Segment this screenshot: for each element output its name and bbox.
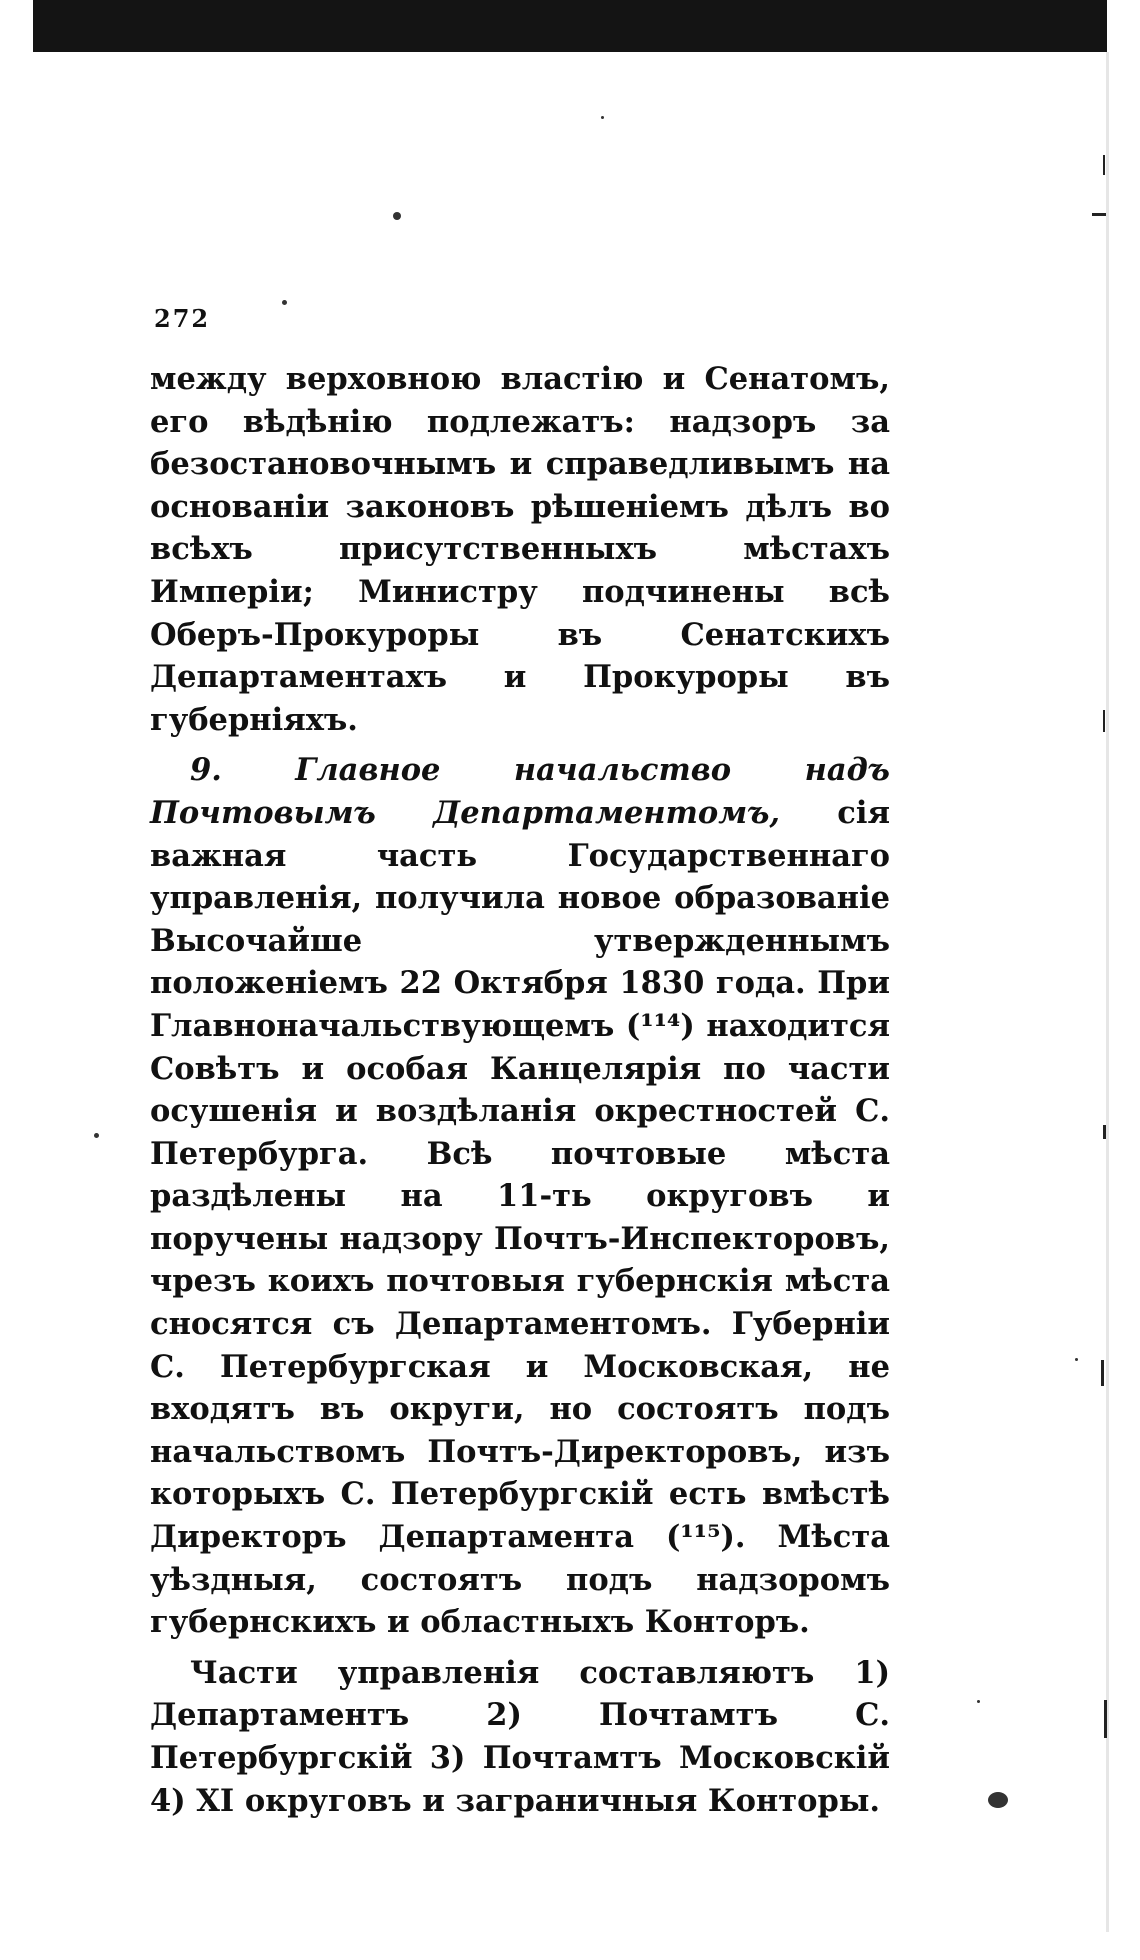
ink-speck xyxy=(988,1792,1008,1808)
scan-edge-mark xyxy=(1092,213,1106,216)
ink-speck xyxy=(282,300,287,305)
paragraph-text: сія важная часть Государственнаго управленія, получила новое образованіе Высочайше утвержденнымъ положеніемъ 22 Октября 1830 года. При Главноначальствующемъ (¹¹⁴) находится Совѣтъ и особая Канцелярія по части осушенія и воздѣланія окрестностей С. Петербурга. Всѣ почтовые мѣста раздѣлены на 11-ть округовъ и поручены надзору Почтъ-Инспекторовъ, чрезъ коихъ почтовыя губернскія мѣста сносятся съ Департаментомъ. Губерніи С. Петербургская и Московская, не входятъ въ округи, но состоятъ подъ начальствомъ Почтъ-Директоровъ, изъ которыхъ С. Петербургскій есть вмѣстѣ Директоръ Департамента (¹¹⁵). Мѣста уѣздныя, состоятъ подъ надзоромъ губернскихъ и областныхъ Конторъ. xyxy=(150,794,890,1641)
ink-speck xyxy=(601,116,604,119)
ink-speck xyxy=(393,212,401,220)
scan-edge-mark xyxy=(1101,1360,1104,1386)
scan-edge-mark xyxy=(1104,1700,1107,1738)
ink-speck xyxy=(94,1133,99,1138)
scan-edge-mark xyxy=(1103,1125,1106,1139)
ink-speck xyxy=(977,1700,980,1703)
scan-edge-mark xyxy=(1103,155,1105,175)
page-body xyxy=(150,358,890,1822)
scan-edge-mark xyxy=(1106,52,1109,1932)
paragraph-postal-department xyxy=(150,749,890,1643)
ink-speck xyxy=(1075,1358,1078,1361)
paragraph-postal-parts: Части управленія составляютъ 1) Департаментъ 2) Почтамтъ С. Петербургскій 3) Почтамтъ Московскій 4) XI округовъ и заграничныя Конторы. xyxy=(150,1654,890,1819)
scan-top-edge xyxy=(33,0,1107,52)
scan-edge-mark xyxy=(1103,710,1105,732)
page-number: 272 xyxy=(154,304,211,333)
paragraph-ministry-justice: между верховною властію и Сенатомъ, его вѣдѣнію подлежатъ: надзоръ за безостановочнымъ и справедливымъ на основаніи законовъ рѣшеніемъ дѣлъ во всѣхъ присутственныхъ мѣстахъ Имперіи; Министру подчинены всѣ Оберъ-Прокуроры въ Сенатскихъ Департаментахъ и Прокуроры въ губерніяхъ. xyxy=(150,361,890,738)
paragraph-heading: 9. Главное начальство надъ Почтовымъ Департаментомъ, xyxy=(150,752,890,831)
